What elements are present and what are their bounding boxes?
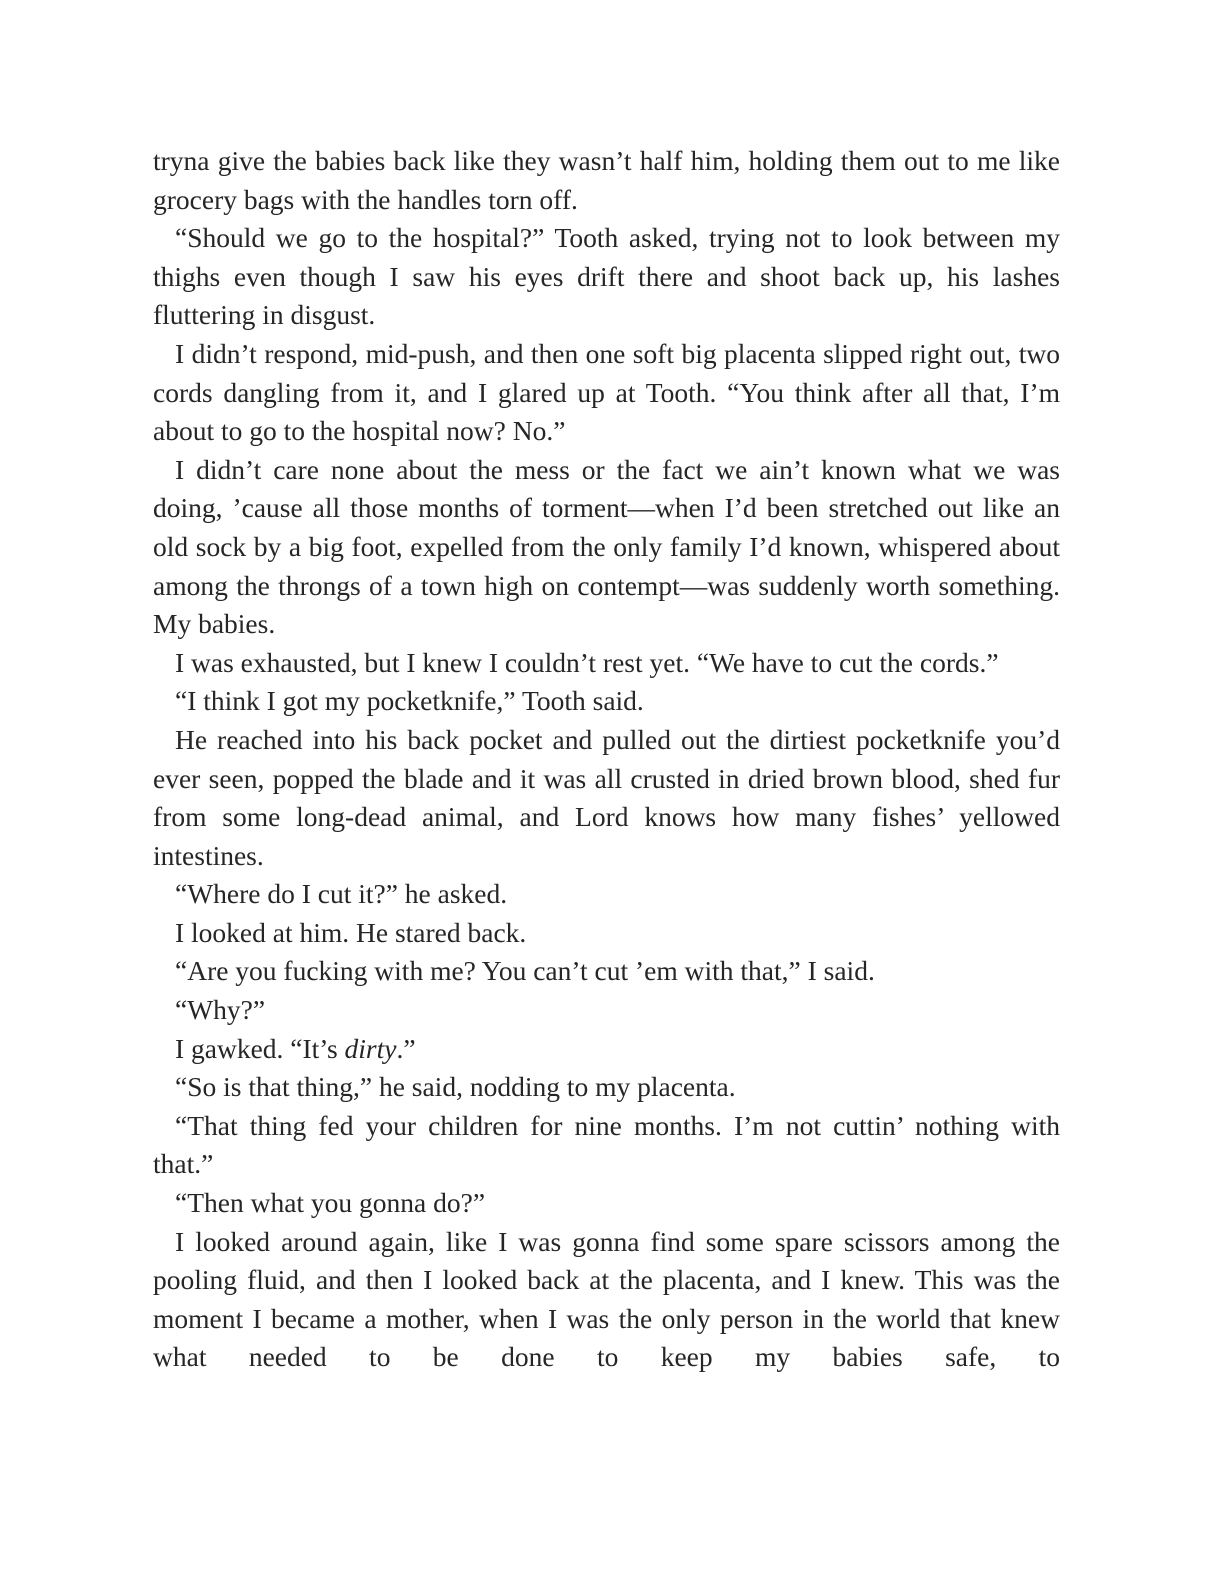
- paragraph-6: “I think I got my pocketknife,” Tooth said.: [175, 685, 644, 717]
- paragraph-12: [153, 1030, 1060, 1069]
- paragraph-11: “Why?”: [175, 994, 266, 1026]
- paragraph-12-before: I gawked. “It’s: [175, 1032, 345, 1064]
- paragraph-12-after: .”: [396, 1032, 416, 1064]
- paragraph-5: I was exhausted, but I knew I couldn’t rest yet. “We have to cut the cords.”: [175, 646, 999, 678]
- paragraph-8: “Where do I cut it?” he asked.: [175, 878, 508, 910]
- paragraph-7: He reached into his back pocket and pulled out the dirtiest pocketknife you’d ever seen, popped the blade and it was all crusted in dried brown blood, shed fur from some long-dead animal, and Lord knows how many fishes’ yellowed intestines.: [153, 723, 1060, 871]
- paragraph-3: I didn’t respond, mid-push, and then one soft big placenta slipped right out, two cords dangling from it, and I glared up at Tooth. “You think after all that, I’m about to go to the hospital now? No.”: [153, 337, 1060, 447]
- paragraph-14: “That thing fed your children for nine months. I’m not cuttin’ nothing with that.”: [153, 1109, 1060, 1180]
- paragraph-16: I looked around again, like I was gonna find some spare scissors among the pooling fluid, and then I looked back at the placenta, and I knew. This was the moment I became a mother, when I was the only person in the world that knew what needed to be done to keep my babies safe, to: [153, 1225, 1060, 1373]
- paragraph-4: I didn’t care none about the mess or the fact we ain’t known what we was doing, ’cause all those months of torment—when I’d been stretched out like an old sock by a big foot, expelled from the only family I’d known, whispered about among the throngs of a town high on contempt—was suddenly worth something. My babies.: [153, 453, 1060, 640]
- paragraph-10: “Are you fucking with me? You can’t cut ’em with that,” I said.: [175, 955, 875, 987]
- paragraph-9: I looked at him. He stared back.: [175, 916, 527, 948]
- paragraph-15: “Then what you gonna do?”: [175, 1187, 486, 1219]
- italic-word: dirty: [344, 1032, 397, 1064]
- paragraph-13: “So is that thing,” he said, nodding to my placenta.: [175, 1071, 736, 1103]
- paragraph-2: “Should we go to the hospital?” Tooth asked, trying not to look between my thighs even though I saw his eyes drift there and shoot back up, his lashes fluttering in disgust.: [153, 222, 1060, 331]
- body-text: [153, 142, 1060, 1377]
- paragraph-1: tryna give the babies back like they wasn’t half him, holding them out to me like grocery bags with the handles torn off.: [153, 145, 1060, 215]
